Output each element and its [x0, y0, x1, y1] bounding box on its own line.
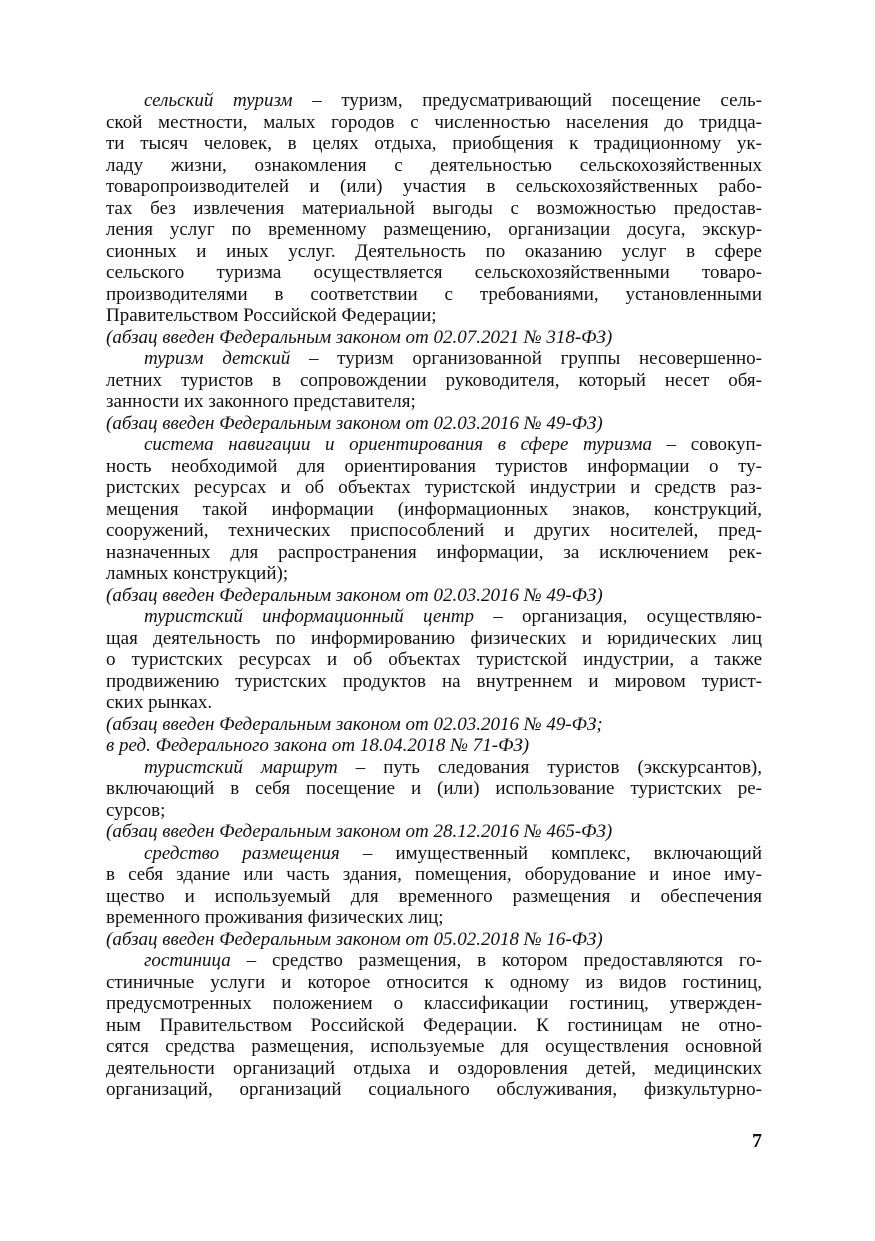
text-line: щество и используемый для временного размещения и обеспечения — [106, 885, 762, 907]
text-line: ления услуг по временному размещению, организации досуга, экскур- — [106, 219, 762, 240]
text-line: тах без извлечения материальной выгоды с возможностью предостав- — [106, 197, 762, 219]
text-line: сурсов; — [106, 799, 166, 821]
text-line: щая деятельность по информированию физических и юридических лиц — [106, 627, 762, 649]
definition-navigation-system — [106, 434, 762, 606]
amendment-note: (абзац введен Федеральным законом от 05.02.2018 № 16-ФЗ) — [106, 928, 603, 950]
text-line: о туристских ресурсах и об объектах туристской индустрии, а также — [106, 649, 762, 670]
definition-accommodation — [106, 843, 762, 951]
term: туризм детский — [144, 348, 291, 369]
term: гостиница — [144, 950, 231, 971]
text-line: предусмотренных положением о классификации гостиниц, утвержден- — [106, 993, 762, 1014]
text-line: в себя здание или часть здания, помещения, оборудование и иное иму- — [106, 864, 762, 885]
text-line: ламных конструкций); — [106, 563, 289, 584]
amendment-note: (абзац введен Федеральным законом от 02.03.2016 № 49-ФЗ; — [106, 713, 603, 735]
text-line: товаропроизводителей и (или) участия в сельскохозяйственных рабо- — [106, 176, 762, 197]
text-line: включающий в себя посещение и (или) использование туристских ре- — [106, 778, 762, 799]
text-line: назначенных для распространения информации, за исключением рек- — [106, 541, 762, 563]
term: туристский маршрут — [144, 756, 338, 778]
text-line: занности их законного представителя; — [106, 391, 416, 412]
text-line: ти тысяч человек, в целях отдыха, приобщения к традиционному ук- — [106, 133, 762, 154]
text-line: туристский маршрут – путь следования туристов (экскурсантов), — [144, 756, 762, 778]
amendment-note: (абзац введен Федеральным законом от 02.07.2021 № 318-ФЗ) — [106, 326, 613, 348]
text-line: сельского туризма осуществляется сельскохозяйственными товаро- — [106, 262, 762, 283]
text-line: Правительством Российской Федерации; — [106, 305, 437, 326]
text-line: ным Правительством Российской Федерации. К гостиницам не отно- — [106, 1014, 762, 1036]
definition-children-tourism — [106, 348, 762, 434]
definition-rural-tourism — [106, 90, 762, 348]
text-line: организаций, организаций социального обслуживания, физкультурно- — [106, 1079, 762, 1100]
text-line: сионных и иных услуг. Деятельность по оказанию услуг в сфере — [106, 240, 762, 262]
text-line: сятся средства размещения, используемые для осуществления основной — [106, 1036, 762, 1057]
text-line: продвижению туристских продуктов на внутреннем и мировом турист- — [106, 670, 762, 692]
text-line: стиничные услуги и которое относится к одному из видов гостиниц, — [106, 971, 762, 993]
term: система навигации и ориентирования в сфере туризма — [144, 434, 653, 455]
text-line: гостиница – средство размещения, в котором предоставляются го- — [144, 950, 762, 971]
text-line: туризм детский – туризм организованной группы несовершенно- — [144, 348, 762, 369]
text-line: сельский туризм – туризм, предусматривающий посещение сель- — [144, 90, 762, 111]
definition-tourist-route — [106, 757, 762, 843]
amendment-note: в ред. Федерального закона от 18.04.2018 № 71-ФЗ) — [106, 735, 530, 756]
text-line: средство размещения – имущественный комплекс, включающий — [144, 842, 762, 864]
amendment-note: (абзац введен Федеральным законом от 02.03.2016 № 49-ФЗ) — [106, 412, 603, 434]
term: средство размещения — [144, 842, 340, 864]
page-body — [106, 90, 762, 1101]
text-line: система навигации и ориентирования в сфере туризма – совокуп- — [144, 434, 762, 455]
text-line: ность необходимой для ориентирования туристов информации о ту- — [106, 455, 762, 477]
text-line: ских рынках. — [106, 692, 213, 713]
text-line: производителями в соответствии с требованиями, установленными — [106, 283, 762, 305]
text-line: мещения такой информации (информационных знаков, конструкций, — [106, 498, 762, 520]
term: туристский информационный центр — [144, 606, 475, 627]
text-line: летних туристов в сопровождении руководителя, который несет обя- — [106, 369, 762, 391]
amendment-note: (абзац введен Федеральным законом от 02.03.2016 № 49-ФЗ) — [106, 584, 603, 606]
text-line: сооружений, технических приспособлений и других носителей, пред- — [106, 520, 762, 541]
definition-hotel — [106, 950, 762, 1101]
definition-tourist-info-center — [106, 606, 762, 757]
text-line: ристских ресурсах и об объектах туристской индустрии и средств раз- — [106, 477, 762, 498]
amendment-note: (абзац введен Федеральным законом от 28.12.2016 № 465-ФЗ) — [106, 821, 613, 842]
text-line: временного проживания физических лиц; — [106, 907, 444, 928]
text-line: деятельности организаций отдыха и оздоровления детей, медицинских — [106, 1057, 762, 1079]
page-number: 7 — [752, 1130, 762, 1152]
text-line: ской местности, малых городов с численностью населения до тридца- — [106, 111, 762, 133]
text-line: ладу жизни, ознакомления с деятельностью сельскохозяйственных — [106, 154, 762, 176]
term: сельский туризм — [144, 90, 293, 111]
text-line: туристский информационный центр – организация, осуществляю- — [144, 606, 762, 627]
